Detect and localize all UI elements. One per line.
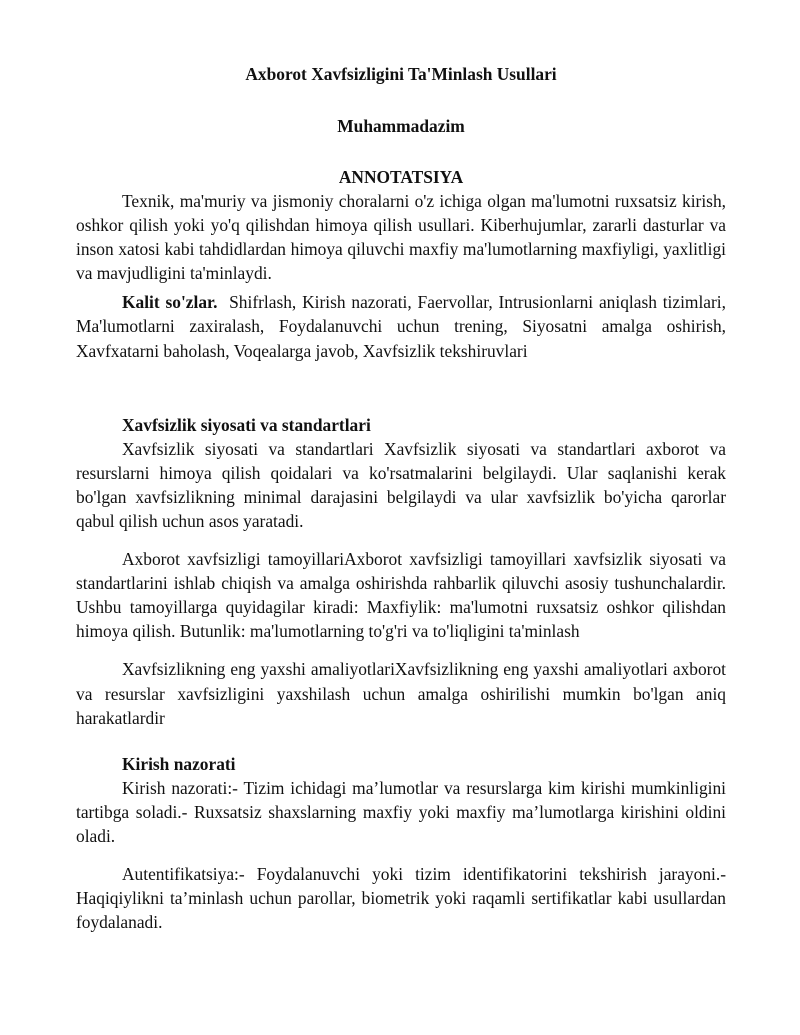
section1-paragraph-3: Xavfsizlikning eng yaxshi amaliyotlariXavfsizlikning eng yaxshi amaliyotlari axborot va resurslar xavfsizligini yaxshilash uchun amalga oshirilishi mumkin bo'lgan aniq harakatlardir [76, 659, 726, 728]
annotation-heading: ANNOTATSIYA [338, 167, 464, 187]
section1-paragraph-2: Axborot xavfsizligi tamoyillariAxborot xavfsizligi tamoyillari xavfsizlik siyosati va standartlarini ishlab chiqish va amalga oshirishda rahbarlik qiluvchi asosiy tushunchalardir. Ushbu tamoyillarga quyidagilar kiradi: Maxfiylik: ma'lumotni ruxsatsiz oshkor qilishdan himoya qilish. Butunlik: ma'lumotlarning to'g'ri va to'liqligini ta'minlash [76, 549, 726, 642]
document-title: Axborot Xavfsizligini Ta'Minlash Usullari [245, 64, 557, 84]
annotation-paragraph: Texnik, ma'muriy va jismoniy choralarni o'z ichiga olgan ma'lumotni ruxsatsiz kirish, oshkor qilish yoki yo'q qilishdan himoya qilish usullari. Kiberhujumlar, zararli dasturlar va inson xatosi kabi tahdidlardan himoya qiluvchi maxfiy ma'lumotlarning maxfiyligi, yaxlitligi va mavjudligini ta'minlaydi. [76, 191, 726, 284]
keywords-paragraph [76, 290, 726, 362]
document-author: Muhammadazim [337, 116, 465, 136]
section2-paragraph-2: Autentifikatsiya:- Foydalanuvchi yoki tizim identifikatorini tekshirish jarayoni.- Haqiqiylikni ta’minlash uchun parollar, biometrik yoki raqamli sertifikatlar kabi usullardan foydalanadi. [76, 863, 726, 933]
document-page [76, 62, 726, 934]
section2-paragraph-1: Kirish nazorati:- Tizim ichidagi ma’lumotlar va resurslarga kim kirishi mumkinligini tartibga soladi.- Ruxsatsiz shaxslarning maxfiy yoki maxfiy ma’lumotlarga kirishini oldini oladi. [76, 777, 726, 846]
keywords-text: Shifrlash, Kirish nazorati, Faervollar, Intrusionlarni aniqlash tizimlari, Ma'lumotlarni zaxiralash, Foydalanuvchi uchun trening, Siyosatni amalga oshirish, Xavfxatarni baholash, Voqealarga javob, Xavfsizlik tekshiruvlari [76, 292, 726, 361]
section-heading-security-policy: Xavfsizlik siyosati va standartlari [122, 414, 371, 435]
section-heading-access-control: Kirish nazorati [122, 753, 236, 774]
section1-paragraph-1: Xavfsizlik siyosati va standartlari Xavfsizlik siyosati va standartlari axborot va resurslarni himoya qilish qoidalari va ko'rsatmalarini belgilaydi. Ular saqlanishi kerak bo'lgan xavfsizlikning minimal darajasini belgilaydi va ular xavfsizlik bo'yicha qarorlar qabul qilish uchun asos yaratadi. [76, 438, 726, 531]
keywords-label: Kalit so'zlar. [122, 292, 218, 313]
